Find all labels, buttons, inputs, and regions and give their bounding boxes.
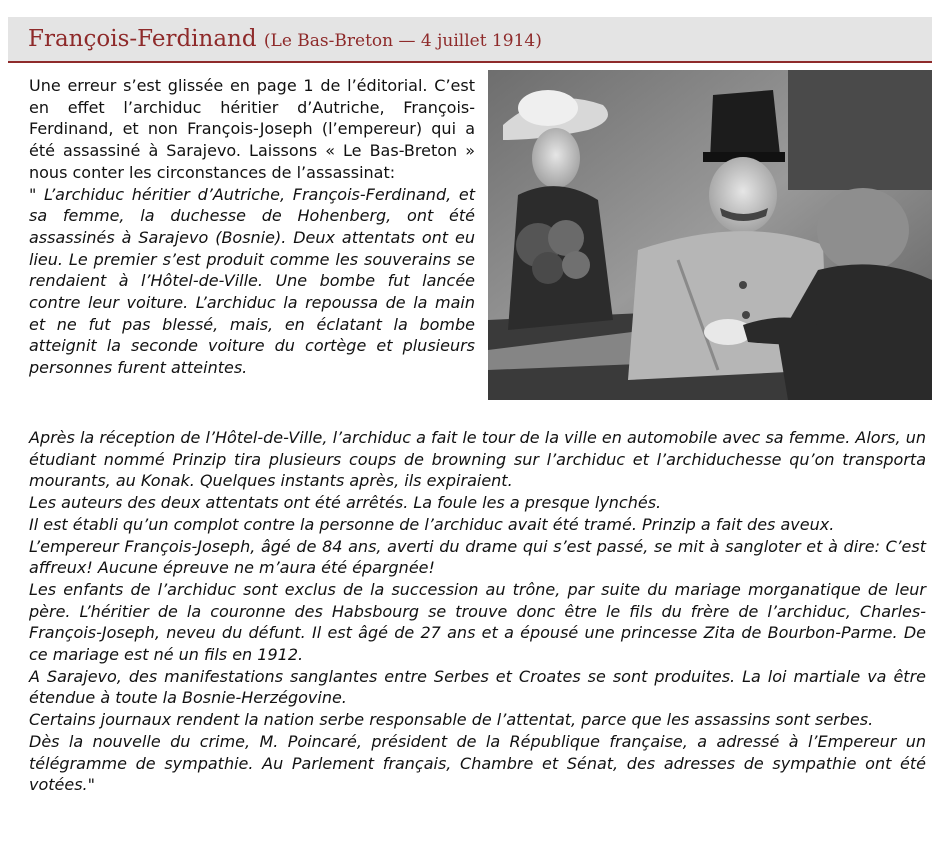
article-body: [29, 427, 926, 796]
title-text: François-Ferdinand: [28, 26, 257, 52]
body-paragraph-4: L’empereur François-Joseph, âgé de 84 ans, averti du drame qui s’est passé, se mit à sangloter et à dire: C’est affreux! Aucune épreuve ne m’aura été épargnée!: [29, 536, 926, 578]
archduke-photo: [488, 70, 932, 400]
quote-opening-paragraph: " L’archiduc héritier d’Autriche, François-Ferdinand, et sa femme, la duchesse de Hohenberg, ont été assassinés à Sarajevo (Bosnie). Deux attentats ont eu lieu. Le premier s’est produit comme les souverains se rendaient à l’Hôtel-de-Ville. Une bombe fut lancée contre leur voiture. L’archiduc la repoussa de la main et ne fut pas blessé, mais, en éclatant la bombe atteignit la seconde voiture du cortège et plusieurs personnes furent atteintes.: [29, 184, 475, 378]
body-paragraph-6: A Sarajevo, des manifestations sanglantes entre Serbes et Croates se sont produites. La loi martiale va être étendue à toute la Bosnie-Herzégovine.: [29, 666, 926, 708]
body-paragraph-5: Les enfants de l’archiduc sont exclus de la succession au trône, par suite du mariage morganatique de leur père. L’héritier de la couronne des Habsbourg se trouve donc être le fils du frère de l’archiduc, Charles-François-Joseph, neveu du défunt. Il est âgé de 27 ans et a épousé une princesse Zita de Bourbon-Parme. De ce mariage est né un fils en 1912.: [29, 579, 926, 665]
body-paragraph-2: Les auteurs des deux attentats ont été arrêtés. La foule les a presque lynchés.: [29, 493, 662, 513]
photo-illustration: [488, 70, 932, 400]
body-paragraph-3: Il est établi qu’un complot contre la personne de l’archiduc avait été tramé. Prinzip a fait des aveux.: [29, 514, 835, 534]
editorial-paragraph: Une erreur s’est glissée en page 1 de l’éditorial. C’est en effet l’archiduc héritier d’Autriche, François-Ferdinand, et non François-Joseph (l’empereur) qui a été assassiné à Sarajevo. Laissons « Le Bas-Breton » nous conter les circonstances de l’assassinat:: [29, 76, 475, 182]
body-paragraph-1: Après la réception de l’Hôtel-de-Ville, l’archiduc a fait le tour de la ville en automobile avec sa femme. Alors, un étudiant nommé Prinzip tira plusieurs coups de browning sur l’archiduc et l’archiduchesse qu’on transporta mourants, au Konak. Quelques instants après, ils expiraient.: [29, 428, 926, 491]
body-paragraph-8: Dès la nouvelle du crime, M. Poincaré, président de la République française, a adressé à l’Empereur un télégramme de sympathie. Au Parlement français, Chambre et Sénat, des adresses de sympathie ont été votées.": [29, 731, 926, 795]
page-title: [28, 26, 542, 52]
article-header: [8, 17, 932, 63]
intro-column: [29, 75, 475, 379]
body-paragraph-7: Certains journaux rendent la nation serbe responsable de l’attentat, parce que les assassins sont serbes.: [29, 710, 874, 730]
title-source: (Le Bas-Breton — 4 juillet 1914): [263, 31, 542, 51]
